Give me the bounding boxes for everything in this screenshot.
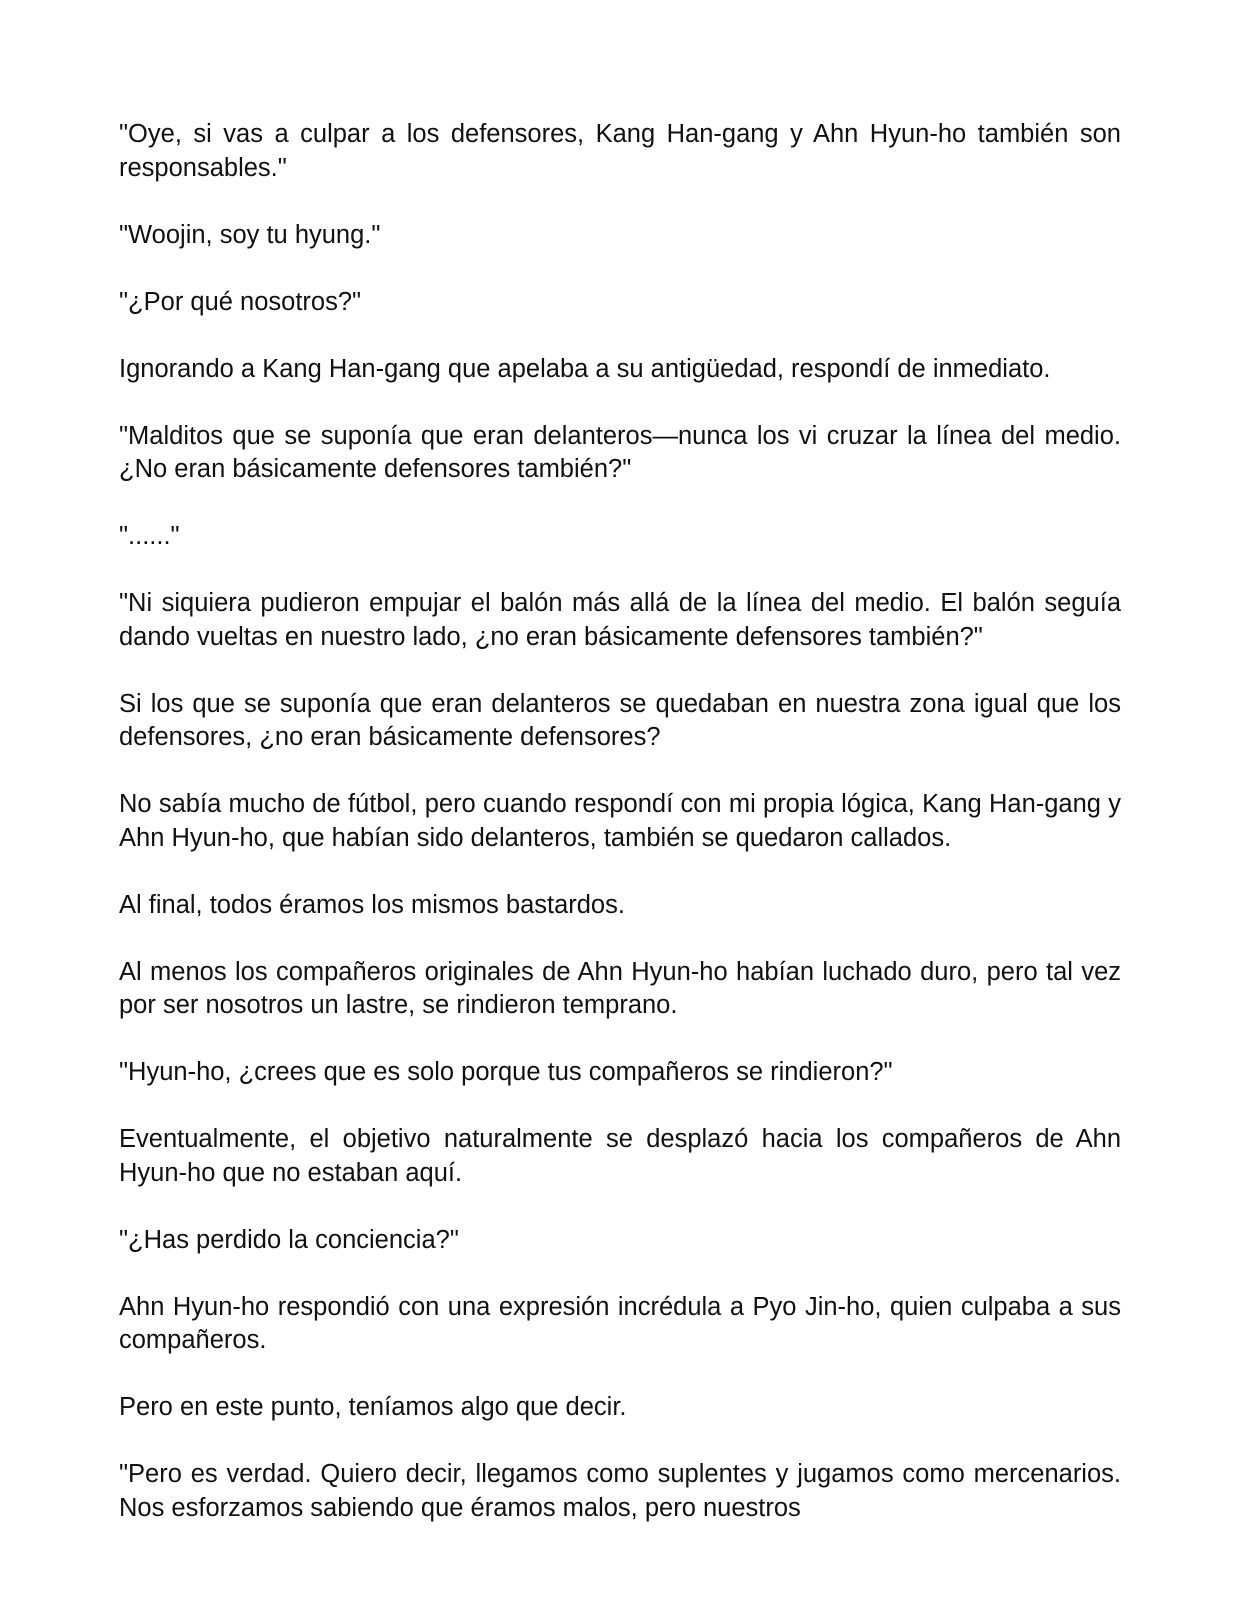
paragraph: Pero en este punto, teníamos algo que decir. [119, 1393, 627, 1421]
paragraph: "Malditos que se suponía que eran delanteros—nunca los vi cruzar la línea del medio. ¿No eran básicamente defensores también?" [119, 421, 1121, 483]
paragraph: No sabía mucho de fútbol, pero cuando respondí con mi propia lógica, Kang Han-gang y Ahn Hyun-ho, que habían sido delanteros, también se quedaron callados. [119, 790, 1121, 852]
paragraph: Ahn Hyun-ho respondió con una expresión incrédula a Pyo Jin-ho, quien culpaba a sus compañeros. [119, 1292, 1121, 1354]
paragraph: "Pero es verdad. Quiero decir, llegamos como suplentes y jugamos como mercenarios. Nos esforzamos sabiendo que éramos malos, pero nuestros [119, 1460, 1121, 1522]
paragraph: Al final, todos éramos los mismos bastardos. [119, 890, 625, 919]
paragraph: "¿Por qué nosotros?" [119, 287, 362, 316]
document-body [119, 118, 1121, 1559]
paragraph: "Hyun-ho, ¿crees que es solo porque tus compañeros se rindieron?" [119, 1058, 893, 1086]
paragraph: Si los que se suponía que eran delanteros se quedaban en nuestra zona igual que los defensores, ¿no eran básicamente defensores? [119, 689, 1121, 751]
paragraph: "......" [119, 522, 180, 550]
paragraph: "Oye, si vas a culpar a los defensores, Kang Han-gang y Ahn Hyun-ho también son responsables." [119, 120, 1121, 182]
paragraph: "¿Has perdido la conciencia?" [119, 1225, 459, 1254]
paragraph: "Ni siquiera pudieron empujar el balón más allá de la línea del medio. El balón seguía dando vueltas en nuestro lado, ¿no eran básicamente defensores también?" [119, 589, 1121, 651]
paragraph: Ignorando a Kang Han-gang que apelaba a su antigüedad, respondí de inmediato. [119, 354, 1051, 383]
paragraph: "Woojin, soy tu hyung." [119, 220, 381, 249]
paragraph: Al menos los compañeros originales de Ahn Hyun-ho habían luchado duro, pero tal vez por ser nosotros un lastre, se rindieron temprano. [119, 957, 1121, 1019]
paragraph: Eventualmente, el objetivo naturalmente se desplazó hacia los compañeros de Ahn Hyun-ho que no estaban aquí. [119, 1125, 1121, 1187]
